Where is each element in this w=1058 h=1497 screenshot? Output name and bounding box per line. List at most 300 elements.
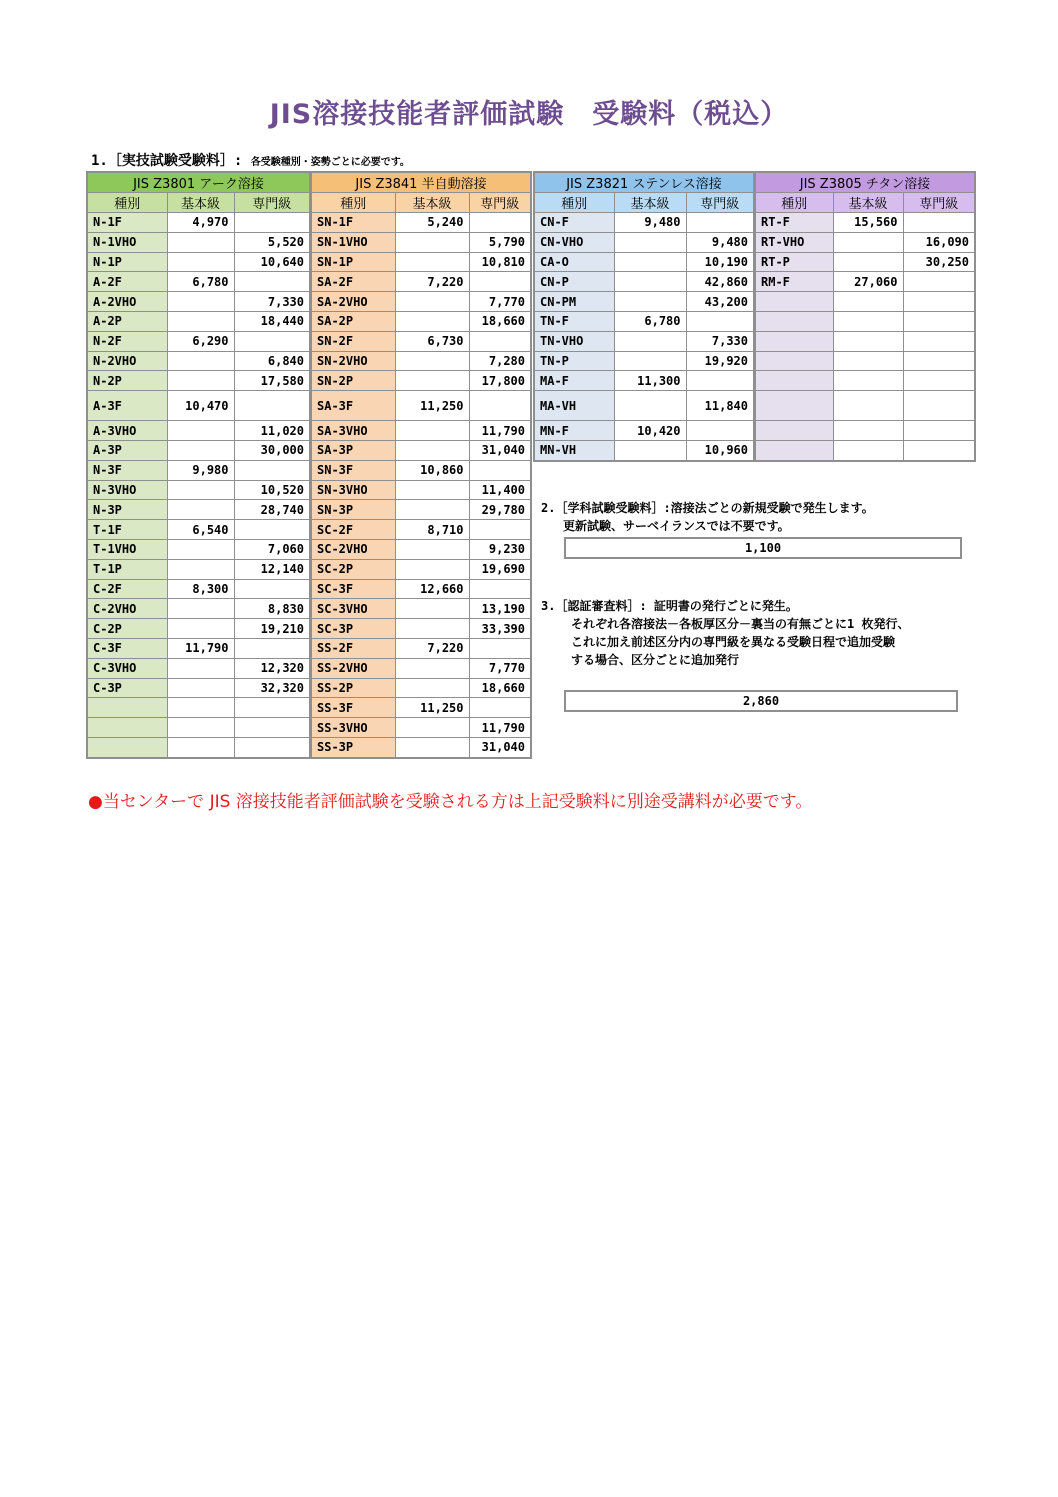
group-header: JIS Z3801 アーク溶接	[87, 172, 310, 193]
cell-basic-fee	[833, 371, 903, 391]
cell-special-fee	[234, 520, 310, 540]
cell-special-fee	[234, 272, 310, 292]
cell-special-fee: 10,520	[234, 480, 310, 500]
page-title: JIS溶接技能者評価試験 受験料（税込）	[269, 99, 789, 130]
cell-basic-fee	[833, 331, 903, 351]
table-row	[534, 331, 754, 351]
cell-type: N-3F	[87, 460, 167, 480]
cell-special-fee: 6,840	[234, 351, 310, 371]
cell-basic-fee	[614, 292, 686, 312]
col-header-special: 専門級	[234, 193, 310, 213]
cell-special-fee: 7,770	[469, 292, 531, 312]
cell-special-fee: 19,920	[686, 351, 754, 371]
table-row	[755, 421, 975, 441]
cell-basic-fee: 12,660	[395, 579, 469, 599]
cell-type: RT-VHO	[755, 232, 833, 252]
cell-basic-fee: 11,250	[395, 698, 469, 718]
cell-type: T-1P	[87, 559, 167, 579]
cell-type: C-3VHO	[87, 658, 167, 678]
table-row	[311, 252, 531, 272]
section-3-line2: それぞれ各溶接法－各板厚区分－裏当の有無ごとに1 枚発行、	[571, 617, 910, 631]
cell-type: A-2F	[87, 272, 167, 292]
cell-type: N-2VHO	[87, 351, 167, 371]
cell-type: SN-3F	[311, 460, 395, 480]
cell-special-fee	[903, 331, 975, 351]
table-row	[87, 638, 310, 658]
cell-basic-fee	[833, 311, 903, 331]
cell-special-fee	[234, 638, 310, 658]
cell-basic-fee: 27,060	[833, 272, 903, 292]
notice	[88, 787, 812, 812]
cell-basic-fee	[614, 391, 686, 421]
cell-basic-fee	[167, 232, 234, 252]
table-row	[311, 292, 531, 312]
table-z3801-arc	[86, 171, 311, 759]
cell-type: N-1VHO	[87, 232, 167, 252]
cell-special-fee: 5,520	[234, 232, 310, 252]
cell-basic-fee	[395, 678, 469, 698]
table-row	[534, 252, 754, 272]
table-row	[311, 331, 531, 351]
cell-type: SN-2P	[311, 371, 395, 391]
table-row	[87, 678, 310, 698]
table-row	[311, 460, 531, 480]
cell-special-fee	[686, 371, 754, 391]
cell-type: SN-1VHO	[311, 232, 395, 252]
cell-special-fee: 30,250	[903, 252, 975, 272]
cell-special-fee: 11,840	[686, 391, 754, 421]
table-row	[87, 311, 310, 331]
cell-special-fee	[234, 698, 310, 718]
cell-basic-fee	[167, 311, 234, 331]
table-row	[534, 213, 754, 233]
cell-basic-fee	[167, 440, 234, 460]
cell-basic-fee	[167, 698, 234, 718]
cell-basic-fee: 9,980	[167, 460, 234, 480]
cell-special-fee: 31,040	[469, 440, 531, 460]
cell-special-fee: 12,140	[234, 559, 310, 579]
cell-special-fee: 5,790	[469, 232, 531, 252]
cell-type: A-3P	[87, 440, 167, 460]
cell-type: N-1F	[87, 213, 167, 233]
section-2-text	[541, 499, 874, 535]
table-row	[311, 698, 531, 718]
cell-basic-fee	[833, 252, 903, 272]
cell-basic-fee	[395, 480, 469, 500]
table-row	[311, 213, 531, 233]
cell-special-fee	[234, 213, 310, 233]
cell-basic-fee	[395, 737, 469, 757]
cell-special-fee: 17,800	[469, 371, 531, 391]
bullet-dot-icon: ●	[88, 792, 103, 812]
cell-basic-fee	[395, 440, 469, 460]
table-z3821-stainless	[533, 171, 755, 462]
table-row	[87, 351, 310, 371]
table-row	[87, 737, 310, 757]
cell-special-fee	[903, 351, 975, 371]
col-header-special: 専門級	[686, 193, 754, 213]
group-header: JIS Z3841 半自動溶接	[311, 172, 531, 193]
cell-basic-fee: 7,220	[395, 272, 469, 292]
table-row	[87, 658, 310, 678]
cell-type: A-2VHO	[87, 292, 167, 312]
table-z3841-semiauto	[310, 171, 532, 759]
cell-type: SC-3F	[311, 579, 395, 599]
cell-type: CN-PM	[534, 292, 614, 312]
cell-basic-fee	[167, 252, 234, 272]
table-row	[755, 371, 975, 391]
table-row	[534, 391, 754, 421]
cell-basic-fee	[395, 351, 469, 371]
cell-special-fee: 28,740	[234, 500, 310, 520]
cell-basic-fee	[395, 371, 469, 391]
cell-type: C-2F	[87, 579, 167, 599]
cell-basic-fee	[833, 292, 903, 312]
cell-special-fee: 18,440	[234, 311, 310, 331]
notice-text: 当センターで JIS 溶接技能者評価試験を受験される方は上記受験料に別途受講料が必要です。	[102, 792, 813, 812]
cell-basic-fee	[833, 440, 903, 460]
cell-basic-fee	[614, 272, 686, 292]
cell-special-fee	[686, 311, 754, 331]
cell-basic-fee	[395, 421, 469, 441]
col-header-basic: 基本級	[614, 193, 686, 213]
cell-basic-fee: 10,860	[395, 460, 469, 480]
cell-type: SS-3P	[311, 737, 395, 757]
table-row	[87, 232, 310, 252]
table-row	[311, 440, 531, 460]
cell-basic-fee	[833, 391, 903, 421]
cell-special-fee: 16,090	[903, 232, 975, 252]
table-row	[87, 331, 310, 351]
group-header: JIS Z3821 ステンレス溶接	[534, 172, 754, 193]
cell-basic-fee	[614, 331, 686, 351]
cell-special-fee	[903, 272, 975, 292]
cell-type	[755, 331, 833, 351]
table-row	[311, 579, 531, 599]
cell-basic-fee	[167, 500, 234, 520]
cell-basic-fee: 6,540	[167, 520, 234, 540]
cell-special-fee	[469, 520, 531, 540]
cell-basic-fee: 11,250	[395, 391, 469, 421]
col-header-basic: 基本級	[395, 193, 469, 213]
table-row	[755, 292, 975, 312]
section-1-heading	[91, 150, 410, 170]
cell-special-fee	[234, 331, 310, 351]
cell-type: SN-1P	[311, 252, 395, 272]
cell-basic-fee: 8,300	[167, 579, 234, 599]
cell-special-fee: 29,780	[469, 500, 531, 520]
cell-type: SN-2VHO	[311, 351, 395, 371]
cell-basic-fee	[395, 718, 469, 738]
cell-basic-fee	[833, 421, 903, 441]
table-row	[87, 272, 310, 292]
table-row	[87, 539, 310, 559]
cell-special-fee	[903, 213, 975, 233]
cell-basic-fee	[395, 232, 469, 252]
cell-basic-fee	[167, 351, 234, 371]
table-row	[311, 351, 531, 371]
cell-basic-fee: 11,790	[167, 638, 234, 658]
table-row	[755, 351, 975, 371]
cell-type: SN-3VHO	[311, 480, 395, 500]
col-header-type: 種別	[87, 193, 167, 213]
cell-type: C-2P	[87, 619, 167, 639]
cell-special-fee	[469, 331, 531, 351]
cell-basic-fee	[167, 480, 234, 500]
cell-basic-fee: 5,240	[395, 213, 469, 233]
table-row	[534, 351, 754, 371]
table-row	[87, 500, 310, 520]
cell-basic-fee	[167, 292, 234, 312]
cell-special-fee: 7,770	[469, 658, 531, 678]
cell-type: SA-3F	[311, 391, 395, 421]
cell-special-fee: 18,660	[469, 311, 531, 331]
cell-special-fee	[903, 371, 975, 391]
table-row	[534, 371, 754, 391]
cell-type: SA-2F	[311, 272, 395, 292]
cell-basic-fee: 6,780	[614, 311, 686, 331]
table-row	[311, 421, 531, 441]
cell-type: N-3VHO	[87, 480, 167, 500]
cell-type: A-2P	[87, 311, 167, 331]
cell-type: CA-O	[534, 252, 614, 272]
cell-basic-fee: 4,970	[167, 213, 234, 233]
table-row	[755, 391, 975, 421]
cell-basic-fee: 8,710	[395, 520, 469, 540]
table-row	[87, 421, 310, 441]
cell-special-fee: 8,830	[234, 599, 310, 619]
cell-special-fee: 9,230	[469, 539, 531, 559]
cell-special-fee	[903, 421, 975, 441]
table-row	[87, 371, 310, 391]
table-row	[534, 421, 754, 441]
table-row	[311, 678, 531, 698]
table-row	[311, 718, 531, 738]
cell-type: MN-VH	[534, 440, 614, 460]
cell-special-fee: 42,860	[686, 272, 754, 292]
cell-type: T-1F	[87, 520, 167, 540]
table-row	[311, 658, 531, 678]
cell-type: N-1P	[87, 252, 167, 272]
cell-type	[755, 351, 833, 371]
cell-special-fee	[686, 213, 754, 233]
table-row	[87, 599, 310, 619]
col-header-basic: 基本級	[167, 193, 234, 213]
cell-basic-fee	[395, 599, 469, 619]
table-row	[311, 737, 531, 757]
cell-type	[755, 421, 833, 441]
cell-special-fee: 19,210	[234, 619, 310, 639]
table-row	[755, 213, 975, 233]
cell-type	[87, 698, 167, 718]
cell-basic-fee	[395, 539, 469, 559]
table-row	[755, 440, 975, 460]
cell-type: SA-3P	[311, 440, 395, 460]
table-row	[87, 440, 310, 460]
cell-type: TN-P	[534, 351, 614, 371]
cell-basic-fee	[833, 232, 903, 252]
col-header-type: 種別	[755, 193, 833, 213]
cell-type: C-2VHO	[87, 599, 167, 619]
table-row	[311, 500, 531, 520]
table-row	[755, 311, 975, 331]
section-2-fee-box: 1,100	[564, 537, 962, 559]
section-3-text	[541, 597, 909, 669]
table-row	[311, 520, 531, 540]
cell-type: SA-3VHO	[311, 421, 395, 441]
table-row	[534, 272, 754, 292]
cell-basic-fee	[614, 351, 686, 371]
cell-special-fee	[234, 718, 310, 738]
cell-special-fee	[469, 460, 531, 480]
cell-special-fee	[234, 460, 310, 480]
cell-special-fee	[469, 213, 531, 233]
table-row	[87, 718, 310, 738]
table-row	[87, 480, 310, 500]
table-row	[311, 391, 531, 421]
cell-type: TN-F	[534, 311, 614, 331]
section-2-line1: 2.［学科試験受験料］:溶接法ごとの新規受験で発生します。	[541, 501, 874, 515]
cell-special-fee	[469, 579, 531, 599]
cell-type: CN-P	[534, 272, 614, 292]
table-row	[87, 292, 310, 312]
cell-basic-fee	[395, 311, 469, 331]
cell-special-fee	[234, 579, 310, 599]
cell-type: CN-VHO	[534, 232, 614, 252]
cell-special-fee: 12,320	[234, 658, 310, 678]
cell-special-fee: 10,190	[686, 252, 754, 272]
table-row	[87, 460, 310, 480]
section-1-label: 1.［実技試験受験料］:	[91, 153, 243, 169]
cell-basic-fee	[167, 539, 234, 559]
cell-type: SN-3P	[311, 500, 395, 520]
cell-special-fee	[469, 698, 531, 718]
cell-type: N-3P	[87, 500, 167, 520]
cell-type	[755, 371, 833, 391]
table-row	[87, 619, 310, 639]
cell-special-fee: 10,640	[234, 252, 310, 272]
cell-special-fee	[234, 391, 310, 421]
cell-basic-fee: 6,730	[395, 331, 469, 351]
section-3-line3: これに加え前述区分内の専門級を異なる受験日程で追加受験	[571, 635, 896, 649]
cell-special-fee	[234, 737, 310, 757]
table-row	[534, 232, 754, 252]
cell-basic-fee	[167, 599, 234, 619]
cell-basic-fee	[167, 678, 234, 698]
cell-type	[755, 440, 833, 460]
cell-special-fee: 13,190	[469, 599, 531, 619]
cell-type: SS-2F	[311, 638, 395, 658]
cell-special-fee	[903, 440, 975, 460]
cell-special-fee: 10,960	[686, 440, 754, 460]
cell-basic-fee	[395, 619, 469, 639]
cell-basic-fee	[395, 292, 469, 312]
cell-special-fee: 7,330	[686, 331, 754, 351]
cell-special-fee: 18,660	[469, 678, 531, 698]
cell-type: RT-P	[755, 252, 833, 272]
cell-basic-fee: 10,470	[167, 391, 234, 421]
cell-special-fee: 30,000	[234, 440, 310, 460]
cell-type: SC-3VHO	[311, 599, 395, 619]
cell-special-fee: 43,200	[686, 292, 754, 312]
cell-type: RM-F	[755, 272, 833, 292]
cell-type: MA-VH	[534, 391, 614, 421]
cell-type	[755, 311, 833, 331]
cell-type: SC-2F	[311, 520, 395, 540]
cell-type: SS-3VHO	[311, 718, 395, 738]
cell-basic-fee: 10,420	[614, 421, 686, 441]
cell-special-fee	[903, 391, 975, 421]
cell-special-fee	[469, 638, 531, 658]
cell-basic-fee	[167, 421, 234, 441]
cell-special-fee: 11,790	[469, 718, 531, 738]
cell-basic-fee: 15,560	[833, 213, 903, 233]
cell-basic-fee	[167, 658, 234, 678]
table-row	[87, 213, 310, 233]
cell-basic-fee: 11,300	[614, 371, 686, 391]
table-row	[87, 698, 310, 718]
table-row	[534, 292, 754, 312]
cell-type	[87, 718, 167, 738]
table-row	[755, 232, 975, 252]
col-header-basic: 基本級	[833, 193, 903, 213]
cell-special-fee: 7,330	[234, 292, 310, 312]
cell-type	[755, 391, 833, 421]
table-row	[311, 311, 531, 331]
col-header-type: 種別	[534, 193, 614, 213]
table-row	[755, 252, 975, 272]
table-row	[87, 559, 310, 579]
col-header-type: 種別	[311, 193, 395, 213]
cell-special-fee: 11,790	[469, 421, 531, 441]
cell-special-fee: 11,400	[469, 480, 531, 500]
cell-type: SN-1F	[311, 213, 395, 233]
table-row	[755, 331, 975, 351]
table-row	[311, 480, 531, 500]
cell-special-fee: 32,320	[234, 678, 310, 698]
cell-basic-fee	[614, 252, 686, 272]
table-row	[534, 311, 754, 331]
cell-type: MN-F	[534, 421, 614, 441]
cell-type: SC-3P	[311, 619, 395, 639]
table-row	[311, 232, 531, 252]
section-1-note: 各受験種別・姿勢ごとに必要です。	[250, 157, 410, 168]
table-row	[311, 539, 531, 559]
table-row	[755, 272, 975, 292]
table-row	[87, 520, 310, 540]
cell-basic-fee	[614, 232, 686, 252]
cell-special-fee: 17,580	[234, 371, 310, 391]
cell-basic-fee	[614, 440, 686, 460]
cell-type: SS-2VHO	[311, 658, 395, 678]
section-3-line4: する場合、区分ごとに追加発行	[571, 653, 740, 667]
table-row	[311, 371, 531, 391]
cell-type: SS-3F	[311, 698, 395, 718]
table-row	[311, 559, 531, 579]
cell-basic-fee: 9,480	[614, 213, 686, 233]
cell-special-fee: 10,810	[469, 252, 531, 272]
cell-special-fee	[469, 391, 531, 421]
table-row	[311, 638, 531, 658]
cell-special-fee	[903, 292, 975, 312]
cell-type: MA-F	[534, 371, 614, 391]
cell-type: T-1VHO	[87, 539, 167, 559]
cell-type: SA-2VHO	[311, 292, 395, 312]
table-row	[311, 599, 531, 619]
cell-basic-fee: 6,780	[167, 272, 234, 292]
table-row	[87, 252, 310, 272]
cell-basic-fee	[167, 619, 234, 639]
